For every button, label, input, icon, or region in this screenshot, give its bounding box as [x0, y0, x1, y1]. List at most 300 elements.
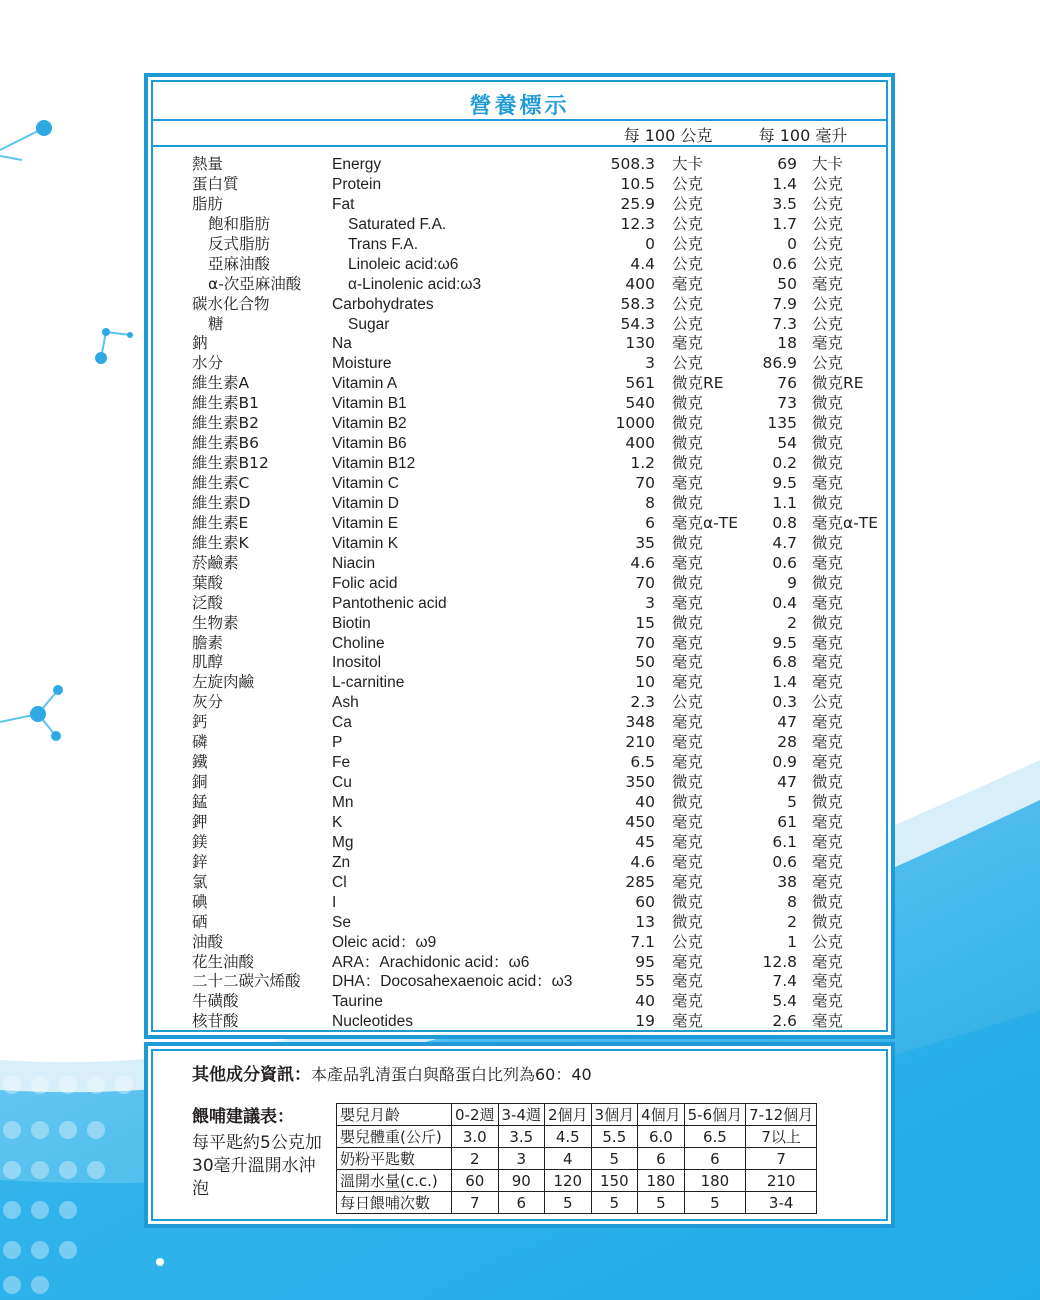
value-per-100g: 15 [635, 613, 655, 632]
value-per-100g: 40 [635, 793, 655, 811]
nutrient-name-en: Trans F.A. [348, 235, 419, 253]
unit-per-100ml: 毫克 [812, 1012, 844, 1031]
nutrient-row [148, 155, 891, 175]
nutrient-row [148, 614, 891, 634]
value-per-100g: 348 [625, 713, 655, 732]
nutrient-name-zh: 維生素B12 [192, 454, 269, 473]
value-per-100g: 508.3 [610, 155, 655, 173]
nutrient-name-zh: 泛酸 [192, 593, 224, 612]
nutrient-name-zh: 硒 [192, 912, 208, 931]
nutrient-row [148, 753, 891, 773]
unit-per-100ml: 微克 [812, 912, 844, 931]
unit-per-100g: 毫克 [672, 653, 704, 672]
unit-per-100ml: 毫克 [812, 872, 844, 891]
feeding-cell: 2個月 [545, 1104, 592, 1126]
value-per-100g: 130 [625, 334, 655, 353]
unit-per-100g: 大卡 [672, 155, 704, 173]
value-per-100ml: 47 [777, 713, 797, 732]
feeding-cell: 60 [452, 1170, 499, 1192]
nutrient-name-en: Folic acid [332, 574, 398, 592]
nutrient-row [148, 933, 891, 953]
feeding-cell: 3.5 [498, 1126, 545, 1148]
other-info-text: 本產品乳清蛋白與酪蛋白比列為60：40 [311, 1065, 592, 1084]
nutrient-name-en: Niacin [332, 554, 376, 572]
nutrient-name-en: Ca [332, 714, 352, 732]
value-per-100g: 4.4 [630, 254, 655, 273]
nutrient-name-zh: 飽和脂肪 [208, 214, 271, 233]
nutrient-row [148, 1012, 891, 1032]
nutrient-row [148, 175, 891, 195]
value-per-100ml: 47 [777, 773, 797, 792]
nutrient-name-en: Protein [332, 175, 382, 193]
value-per-100g: 10.5 [620, 174, 655, 193]
feeding-cell: 180 [638, 1170, 685, 1192]
unit-per-100g: 毫克 [672, 1012, 704, 1031]
nutrient-name-zh: 鈣 [192, 713, 208, 732]
unit-per-100ml: 微克 [812, 773, 844, 792]
nutrient-name-zh: 維生素B6 [192, 434, 259, 453]
unit-per-100ml: 毫克 [812, 593, 844, 612]
value-per-100g: 55 [635, 972, 655, 991]
info-panel [144, 1042, 895, 1228]
nutrient-name-zh: α-次亞麻油酸 [208, 274, 302, 293]
nutrient-name-en: α-Linolenic acid:ω3 [348, 275, 482, 293]
nutrient-name-zh: 油酸 [192, 932, 224, 951]
value-per-100ml: 0.4 [772, 593, 797, 612]
value-per-100g: 70 [635, 474, 655, 492]
value-per-100ml: 5 [787, 793, 797, 811]
unit-per-100ml: 毫克 [812, 992, 844, 1011]
value-per-100g: 19 [635, 1012, 655, 1031]
feeding-row-label: 嬰兒月齡 [337, 1104, 452, 1126]
unit-per-100g: 微克 [672, 912, 704, 931]
nutrient-name-zh: 碳水化合物 [192, 294, 270, 313]
value-per-100g: 210 [625, 733, 655, 752]
value-per-100ml: 0.6 [772, 553, 797, 572]
unit-per-100g: 微克 [672, 434, 704, 453]
nutrient-row [148, 334, 891, 354]
unit-per-100g: 公克 [672, 932, 704, 951]
nutrient-name-en: Oleic acid：ω9 [332, 933, 437, 951]
nutrient-name-zh: 磷 [192, 733, 208, 752]
feeding-table-row [337, 1148, 817, 1170]
value-per-100g: 3 [645, 593, 655, 612]
unit-per-100ml: 微克 [812, 394, 844, 413]
feeding-table-row [337, 1104, 817, 1126]
nutrient-name-zh: 熱量 [192, 155, 224, 173]
unit-per-100ml: 微克 [812, 573, 844, 592]
value-per-100ml: 12.8 [762, 952, 797, 971]
nutrient-row [148, 833, 891, 853]
value-per-100g: 400 [625, 434, 655, 453]
other-info-label: 其他成分資訊： [192, 1065, 311, 1085]
nutrient-name-en: Choline [332, 634, 385, 652]
feeding-cell: 180 [684, 1170, 746, 1192]
feeding-cell: 5 [684, 1192, 746, 1214]
value-per-100ml: 7.4 [772, 972, 797, 991]
unit-per-100g: 毫克 [672, 633, 704, 652]
nutrient-name-zh: 鎂 [192, 832, 208, 851]
nutrient-name-en: Carbohydrates [332, 295, 434, 313]
feeding-row-label: 每日餵哺次數 [337, 1192, 452, 1214]
nutrient-row [148, 554, 891, 574]
nutrient-row [148, 713, 891, 733]
unit-per-100ml: 毫克 [812, 753, 844, 772]
value-per-100g: 7.1 [630, 932, 655, 951]
feeding-cell: 6 [638, 1148, 685, 1170]
unit-per-100g: 微克 [672, 892, 704, 911]
unit-per-100ml: 毫克 [812, 334, 844, 353]
value-per-100ml: 2.6 [772, 1012, 797, 1031]
nutrient-name-zh: 維生素B1 [192, 394, 259, 413]
nutrient-row [148, 992, 891, 1012]
nutrient-row [148, 972, 891, 992]
unit-per-100g: 微克 [672, 414, 704, 433]
nutrient-row [148, 394, 891, 414]
value-per-100g: 350 [625, 773, 655, 792]
nutrient-name-zh: 牛磺酸 [192, 992, 239, 1011]
nutrient-name-zh: 碘 [192, 892, 208, 911]
value-per-100ml: 7.9 [772, 294, 797, 313]
nutrient-name-zh: 維生素A [192, 374, 250, 393]
nutrient-row [148, 514, 891, 534]
unit-per-100ml: 公克 [812, 693, 844, 712]
value-per-100g: 1.2 [630, 454, 655, 473]
unit-per-100ml: 毫克α-TE [812, 513, 879, 532]
nutrient-row [148, 474, 891, 494]
nutrient-name-zh: 維生素E [192, 513, 249, 532]
value-per-100g: 6 [645, 513, 655, 532]
value-per-100ml: 0 [787, 234, 797, 253]
value-per-100g: 285 [625, 872, 655, 891]
feeding-cell: 3 [498, 1148, 545, 1170]
unit-per-100ml: 微克 [812, 414, 844, 433]
unit-per-100ml: 毫克 [812, 673, 844, 692]
column-header-per-100ml: 每 100 毫升 [758, 126, 848, 145]
unit-per-100ml: 微克 [812, 454, 844, 473]
unit-per-100ml: 公克 [812, 354, 844, 373]
nutrient-name-zh: 菸鹼素 [192, 553, 239, 572]
value-per-100ml: 86.9 [762, 354, 797, 373]
value-per-100ml: 50 [777, 274, 797, 293]
feeding-row-label: 溫開水量(c.c.) [337, 1170, 452, 1192]
value-per-100g: 540 [625, 394, 655, 413]
nutrient-name-zh: 蛋白質 [192, 174, 239, 193]
value-per-100ml: 0.2 [772, 454, 797, 473]
value-per-100ml: 135 [767, 414, 797, 433]
unit-per-100g: 毫克 [672, 972, 704, 991]
unit-per-100ml: 公克 [812, 294, 844, 313]
nutrient-row [148, 374, 891, 394]
value-per-100g: 40 [635, 992, 655, 1011]
value-per-100ml: 5.4 [772, 992, 797, 1011]
nutrient-name-en: Mn [332, 794, 354, 811]
nutrient-name-en: DHA：Docosahexaenoic acid：ω3 [332, 973, 573, 991]
nutrient-row [148, 693, 891, 713]
nutrient-name-zh: 鋅 [192, 852, 208, 871]
unit-per-100ml: 毫克 [812, 972, 844, 991]
value-per-100g: 12.3 [620, 214, 655, 233]
nutrient-name-en: ARA：Arachidonic acid：ω6 [332, 953, 530, 971]
other-info [192, 1060, 592, 1085]
nutrient-name-en: I [332, 893, 337, 911]
nutrient-name-zh: 氯 [192, 872, 208, 891]
feeding-cell: 90 [498, 1170, 545, 1192]
nutrient-name-zh: 維生素D [192, 493, 251, 512]
value-per-100g: 400 [625, 274, 655, 293]
unit-per-100g: 公克 [672, 294, 704, 313]
unit-per-100ml: 毫克 [812, 852, 844, 871]
unit-per-100ml: 微克 [812, 533, 844, 552]
nutrient-row [148, 534, 891, 554]
unit-per-100g: 微克 [672, 533, 704, 552]
value-per-100g: 70 [635, 633, 655, 652]
unit-per-100ml: 微克 [812, 793, 844, 811]
nutrient-row [148, 215, 891, 235]
unit-per-100ml: 公克 [812, 234, 844, 253]
nutrient-name-zh: 亞麻油酸 [208, 254, 271, 273]
nutrient-name-en: Vitamin A [332, 375, 398, 393]
unit-per-100g: 公克 [672, 174, 704, 193]
value-per-100ml: 1 [787, 932, 797, 951]
unit-per-100ml: 微克 [812, 434, 844, 453]
title-divider [153, 119, 886, 121]
value-per-100g: 450 [625, 812, 655, 831]
nutrient-name-en: Inositol [332, 654, 382, 672]
unit-per-100g: 毫克 [672, 812, 704, 831]
feeding-cell: 150 [591, 1170, 638, 1192]
unit-per-100g: 微克 [672, 394, 704, 413]
unit-per-100g: 公克 [672, 194, 704, 213]
nutrient-name-en: Vitamin B6 [332, 435, 407, 453]
nutrient-name-zh: 花生油酸 [192, 952, 255, 971]
nutrient-row [148, 275, 891, 295]
value-per-100ml: 2 [787, 613, 797, 632]
unit-per-100ml: 毫克 [812, 653, 844, 672]
feeding-row-label: 嬰兒體重(公斤) [337, 1126, 452, 1148]
value-per-100g: 6.5 [630, 753, 655, 772]
feeding-cell: 210 [746, 1170, 817, 1192]
nutrient-name-en: Fe [332, 754, 351, 772]
feeding-cell: 6 [684, 1148, 746, 1170]
unit-per-100ml: 毫克 [812, 713, 844, 732]
feeding-table-row [337, 1192, 817, 1214]
value-per-100ml: 0.9 [772, 753, 797, 772]
feeding-note: 每平匙約5公克加30毫升溫開水沖泡 [192, 1133, 322, 1199]
feeding-cell: 5 [591, 1148, 638, 1170]
value-per-100ml: 6.8 [772, 653, 797, 672]
value-per-100ml: 7.3 [772, 314, 797, 333]
feeding-table-row [337, 1126, 817, 1148]
value-per-100ml: 0.6 [772, 254, 797, 273]
unit-per-100g: 毫克α-TE [672, 513, 739, 532]
unit-per-100g: 微克 [672, 773, 704, 792]
feeding-cell: 3.0 [452, 1126, 499, 1148]
unit-per-100ml: 毫克 [812, 553, 844, 572]
value-per-100ml: 1.4 [772, 673, 797, 692]
feeding-row-label: 奶粉平匙數 [337, 1148, 452, 1170]
nutrient-name-en: Vitamin B2 [332, 415, 407, 433]
value-per-100ml: 1.4 [772, 174, 797, 193]
feeding-table [336, 1103, 817, 1214]
nutrient-name-en: Zn [332, 853, 351, 871]
nutrient-row [148, 953, 891, 973]
unit-per-100ml: 毫克 [812, 274, 844, 293]
nutrient-name-en: Fat [332, 195, 355, 213]
nutrient-name-zh: 左旋肉鹼 [192, 673, 255, 692]
unit-per-100ml: 公克 [812, 254, 844, 273]
nutrient-name-en: Biotin [332, 614, 371, 632]
nutrient-name-en: Vitamin B12 [332, 455, 416, 473]
nutrient-name-en: Cu [332, 774, 352, 792]
nutrient-name-en: Ash [332, 694, 359, 712]
nutrient-name-en: Nucleotides [332, 1013, 413, 1031]
value-per-100ml: 9.5 [772, 474, 797, 492]
value-per-100ml: 3.5 [772, 194, 797, 213]
feeding-table-row [337, 1170, 817, 1192]
nutrient-row [148, 893, 891, 913]
unit-per-100g: 微克 [672, 454, 704, 473]
feeding-cell: 120 [545, 1170, 592, 1192]
nutrient-name-en: Vitamin E [332, 514, 399, 532]
nutrient-name-zh: 灰分 [192, 693, 224, 712]
unit-per-100g: 微克RE [672, 374, 724, 393]
value-per-100ml: 9 [787, 573, 797, 592]
nutrient-row [148, 634, 891, 654]
value-per-100ml: 1.1 [772, 493, 797, 512]
nutrient-name-en: Mg [332, 833, 354, 851]
feeding-cell: 5 [638, 1192, 685, 1214]
feeding-cell: 5 [591, 1192, 638, 1214]
value-per-100ml: 8 [787, 892, 797, 911]
column-header-per-100g: 每 100 公克 [623, 126, 713, 145]
feeding-cell: 3個月 [591, 1104, 638, 1126]
unit-per-100ml: 公克 [812, 194, 844, 213]
unit-per-100ml: 公克 [812, 314, 844, 333]
value-per-100ml: 0.8 [772, 513, 797, 532]
nutrient-row [148, 574, 891, 594]
value-per-100ml: 0.6 [772, 852, 797, 871]
nutrition-facts-panel [144, 73, 895, 1039]
nutrient-name-zh: 鉀 [192, 812, 208, 831]
nutrient-name-en: Na [332, 335, 352, 353]
feeding-cell: 7以上 [746, 1126, 817, 1148]
value-per-100g: 25.9 [620, 194, 655, 213]
feeding-cell: 3-4週 [498, 1104, 545, 1126]
nutrient-name-en: Linoleic acid:ω6 [348, 255, 459, 273]
value-per-100g: 10 [635, 673, 655, 692]
nutrient-row [148, 793, 891, 813]
unit-per-100g: 毫克 [672, 753, 704, 772]
feeding-cell: 7 [746, 1148, 817, 1170]
value-per-100g: 54.3 [620, 314, 655, 333]
feeding-cell: 7-12個月 [746, 1104, 817, 1126]
value-per-100ml: 54 [777, 434, 797, 453]
value-per-100ml: 76 [777, 374, 797, 393]
unit-per-100g: 毫克 [672, 852, 704, 871]
value-per-100ml: 1.7 [772, 214, 797, 233]
value-per-100g: 13 [635, 912, 655, 931]
nutrient-name-en: Se [332, 913, 351, 931]
nutrient-name-en: K [332, 813, 343, 831]
nutrient-name-en: Vitamin C [332, 475, 399, 492]
feeding-cell: 4個月 [638, 1104, 685, 1126]
value-per-100g: 1000 [615, 414, 655, 433]
header-divider [153, 145, 886, 147]
value-per-100g: 2.3 [630, 693, 655, 712]
value-per-100ml: 9.5 [772, 633, 797, 652]
unit-per-100ml: 毫克 [812, 733, 844, 752]
nutrient-row [148, 813, 891, 833]
nutrient-name-zh: 膽素 [192, 633, 224, 652]
nutrient-name-zh: 生物素 [192, 613, 239, 632]
nutrient-name-en: Energy [332, 156, 382, 173]
unit-per-100g: 公克 [672, 314, 704, 333]
feeding-cell: 3-4 [746, 1192, 817, 1214]
nutrient-name-zh: 核苷酸 [192, 1012, 239, 1031]
nutrient-name-en: Saturated F.A. [348, 215, 447, 233]
nutrient-row [148, 255, 891, 275]
nutrient-name-en: Taurine [332, 993, 383, 1011]
unit-per-100g: 毫克 [672, 832, 704, 851]
value-per-100g: 4.6 [630, 553, 655, 572]
nutrient-name-en: Vitamin B1 [332, 395, 407, 413]
feeding-cell: 4 [545, 1148, 592, 1170]
value-per-100g: 4.6 [630, 852, 655, 871]
value-per-100ml: 4.7 [772, 533, 797, 552]
feeding-cell: 0-2週 [452, 1104, 499, 1126]
unit-per-100g: 微克 [672, 573, 704, 592]
nutrient-row [148, 414, 891, 434]
unit-per-100g: 毫克 [672, 872, 704, 891]
value-per-100g: 70 [635, 573, 655, 592]
nutrient-row [148, 354, 891, 374]
nutrient-name-zh: 錳 [192, 793, 208, 811]
nutrient-row [148, 913, 891, 933]
unit-per-100g: 公克 [672, 693, 704, 712]
nutrient-name-en: Pantothenic acid [332, 594, 447, 612]
unit-per-100ml: 毫克 [812, 832, 844, 851]
unit-per-100ml: 微克RE [812, 374, 864, 393]
nutrient-row [148, 594, 891, 614]
unit-per-100ml: 微克 [812, 892, 844, 911]
nutrient-name-zh: 脂肪 [192, 194, 224, 213]
nutrient-row [148, 434, 891, 454]
value-per-100ml: 61 [777, 812, 797, 831]
nutrient-name-en: L-carnitine [332, 674, 405, 692]
unit-per-100g: 公克 [672, 234, 704, 253]
nutrient-name-zh: 糖 [208, 314, 224, 333]
unit-per-100ml: 公克 [812, 174, 844, 193]
feeding-cell: 5-6個月 [684, 1104, 746, 1126]
value-per-100ml: 2 [787, 912, 797, 931]
unit-per-100g: 毫克 [672, 553, 704, 572]
nutrient-name-zh: 肌醇 [192, 653, 224, 672]
nutrient-name-zh: 銅 [192, 773, 208, 792]
nutrient-name-en: Cl [332, 873, 347, 891]
unit-per-100g: 毫克 [672, 952, 704, 971]
nutrient-name-zh: 葉酸 [192, 573, 224, 592]
value-per-100ml: 18 [777, 334, 797, 353]
feeding-cell: 6.0 [638, 1126, 685, 1148]
unit-per-100g: 毫克 [672, 474, 704, 492]
value-per-100g: 58.3 [620, 294, 655, 313]
unit-per-100g: 毫克 [672, 334, 704, 353]
value-per-100g: 561 [625, 374, 655, 393]
nutrient-row [148, 733, 891, 753]
unit-per-100g: 微克 [672, 493, 704, 512]
unit-per-100ml: 毫克 [812, 633, 844, 652]
